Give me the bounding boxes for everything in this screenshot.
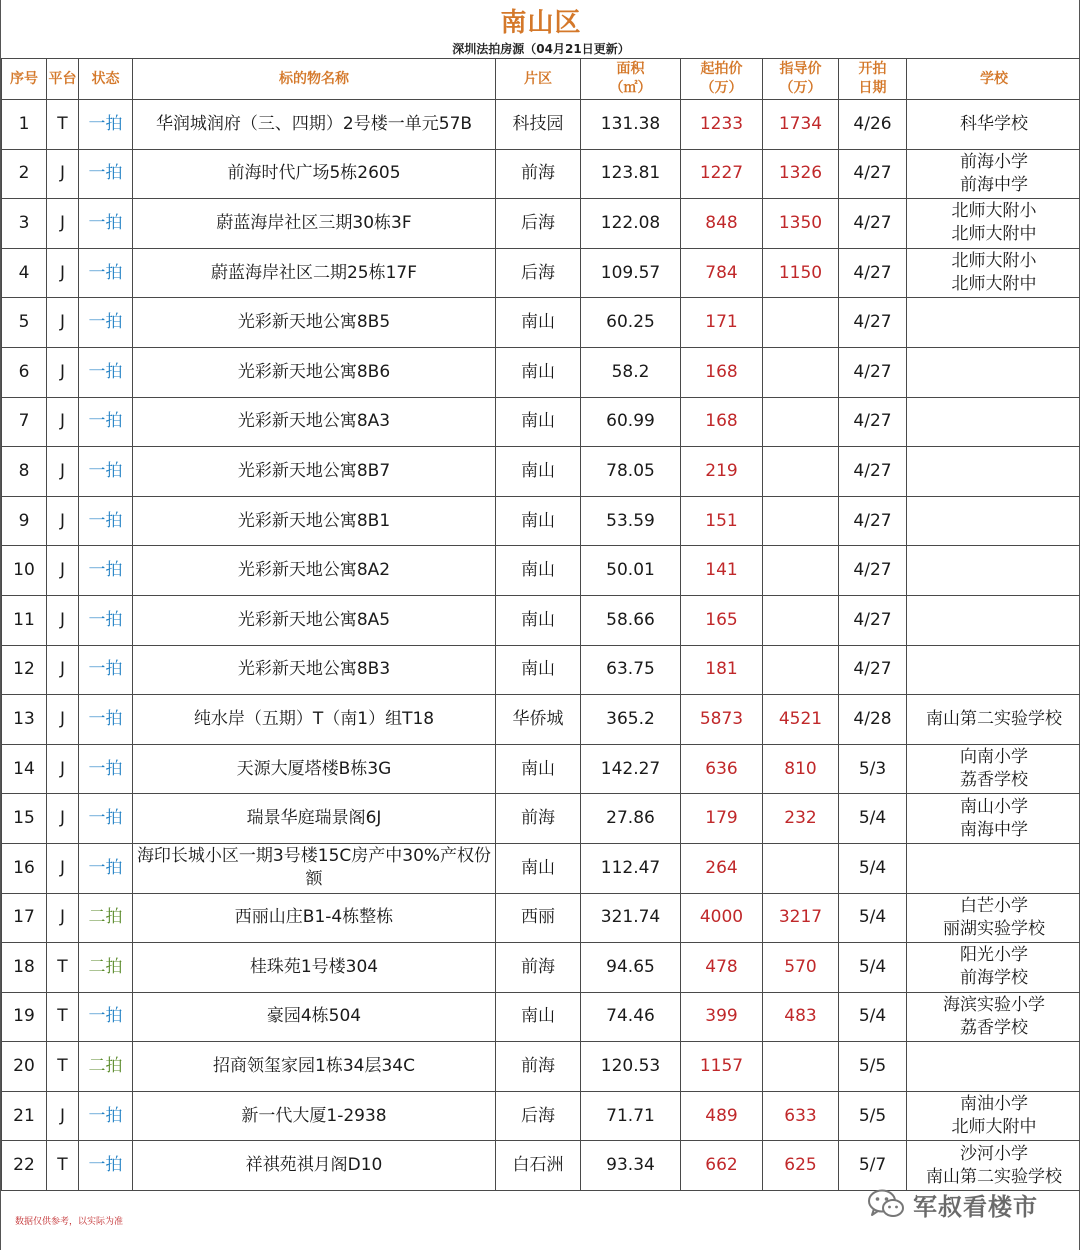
cell-zone: 后海 — [496, 1091, 581, 1141]
cell-no: 8 — [2, 447, 47, 497]
header-start-price — [681, 59, 763, 100]
cell-name: 桂珠苑1号楼304 — [133, 943, 496, 993]
cell-guide-price — [763, 496, 839, 546]
cell-name: 新一代大厦1-2938 — [133, 1091, 496, 1141]
cell-name: 蔚蓝海岸社区三期30栋3F — [133, 199, 496, 249]
cell-platform: J — [47, 199, 79, 249]
cell-guide-price: 810 — [763, 744, 839, 794]
cell-date: 5/4 — [839, 943, 907, 993]
header-platform: 平台 — [47, 59, 79, 100]
cell-zone: 南山 — [496, 595, 581, 645]
cell-no: 17 — [2, 893, 47, 943]
cell-status: 一拍 — [79, 199, 133, 249]
cell-name: 招商领玺家园1栋34层34C — [133, 1042, 496, 1092]
table-row — [2, 893, 1080, 943]
cell-size: 93.34 — [581, 1141, 681, 1191]
cell-guide-price: 232 — [763, 794, 839, 844]
footnote: 数据仅供参考，以实际为准 — [15, 1217, 124, 1227]
cell-name: 纯水岸（五期）T（南1）组T18 — [133, 695, 496, 745]
cell-date: 4/27 — [839, 496, 907, 546]
cell-status: 一拍 — [79, 546, 133, 596]
cell-platform: T — [47, 100, 79, 150]
cell-name: 西丽山庄B1-4栋整栋 — [133, 893, 496, 943]
cell-no: 22 — [2, 1141, 47, 1191]
cell-platform: T — [47, 992, 79, 1042]
school-line-1: 北师大附小 — [951, 251, 1037, 272]
school-line-1: 海滨实验小学 — [943, 994, 1045, 1015]
cell-platform: T — [47, 1141, 79, 1191]
table-row — [2, 992, 1080, 1042]
header-start-line2: （万） — [700, 80, 743, 96]
cell-status: 一拍 — [79, 595, 133, 645]
cell-zone: 前海 — [496, 1042, 581, 1092]
cell-date: 4/27 — [839, 447, 907, 497]
cell-start-price: 181 — [681, 645, 763, 695]
cell-school — [907, 298, 1080, 348]
header-name: 标的物名称 — [133, 59, 496, 100]
cell-status: 一拍 — [79, 744, 133, 794]
cell-start-price: 5873 — [681, 695, 763, 745]
cell-size: 112.47 — [581, 843, 681, 893]
table-row — [2, 1091, 1080, 1141]
cell-guide-price — [763, 447, 839, 497]
cell-date: 4/27 — [839, 397, 907, 447]
school-line-2: 南海中学 — [960, 819, 1028, 840]
cell-school — [907, 744, 1080, 794]
cell-start-price: 478 — [681, 943, 763, 993]
cell-size: 50.01 — [581, 546, 681, 596]
cell-school — [907, 1141, 1080, 1191]
cell-status: 二拍 — [79, 893, 133, 943]
cell-guide-price — [763, 595, 839, 645]
cell-platform: T — [47, 943, 79, 993]
listing-table — [1, 58, 1080, 1191]
cell-zone: 南山 — [496, 744, 581, 794]
cell-start-price: 399 — [681, 992, 763, 1042]
header-date-line1: 开拍 — [858, 61, 887, 77]
cell-start-price: 141 — [681, 546, 763, 596]
cell-guide-price: 633 — [763, 1091, 839, 1141]
cell-zone: 前海 — [496, 149, 581, 199]
cell-guide-price: 625 — [763, 1141, 839, 1191]
cell-school — [907, 843, 1080, 893]
table-row — [2, 199, 1080, 249]
cell-zone: 南山 — [496, 645, 581, 695]
cell-no: 3 — [2, 199, 47, 249]
cell-guide-price — [763, 546, 839, 596]
cell-status: 一拍 — [79, 1091, 133, 1141]
cell-school — [907, 992, 1080, 1042]
cell-start-price: 264 — [681, 843, 763, 893]
watermark — [867, 1186, 1038, 1222]
cell-start-price: 1233 — [681, 100, 763, 150]
cell-date: 4/27 — [839, 347, 907, 397]
table-body — [2, 100, 1080, 1191]
cell-guide-price — [763, 347, 839, 397]
cell-date: 4/26 — [839, 100, 907, 150]
cell-zone: 南山 — [496, 992, 581, 1042]
cell-status: 一拍 — [79, 347, 133, 397]
cell-name: 蔚蓝海岸社区二期25栋17F — [133, 248, 496, 298]
school-line-1: 向南小学 — [960, 747, 1028, 768]
cell-status: 一拍 — [79, 397, 133, 447]
cell-guide-price: 483 — [763, 992, 839, 1042]
cell-date: 5/4 — [839, 992, 907, 1042]
cell-name: 光彩新天地公寓8B5 — [133, 298, 496, 348]
header-date — [839, 59, 907, 100]
cell-start-price: 1227 — [681, 149, 763, 199]
header-date-line2: 日期 — [858, 80, 887, 96]
cell-no: 13 — [2, 695, 47, 745]
cell-size: 53.59 — [581, 496, 681, 546]
cell-start-price: 168 — [681, 347, 763, 397]
cell-start-price: 219 — [681, 447, 763, 497]
table-row — [2, 496, 1080, 546]
cell-school — [907, 199, 1080, 249]
school-line-2: 荔香学校 — [960, 770, 1028, 791]
cell-school — [907, 149, 1080, 199]
cell-size: 58.2 — [581, 347, 681, 397]
cell-status: 一拍 — [79, 992, 133, 1042]
cell-start-price: 168 — [681, 397, 763, 447]
cell-status: 一拍 — [79, 843, 133, 893]
cell-size: 60.99 — [581, 397, 681, 447]
cell-status: 一拍 — [79, 794, 133, 844]
table-row — [2, 298, 1080, 348]
cell-zone: 后海 — [496, 199, 581, 249]
cell-name: 祥祺苑祺月阁D10 — [133, 1141, 496, 1191]
cell-school — [907, 695, 1080, 745]
cell-school — [907, 100, 1080, 150]
cell-guide-price: 3217 — [763, 893, 839, 943]
cell-school — [907, 645, 1080, 695]
cell-guide-price: 1734 — [763, 100, 839, 150]
cell-zone: 科技园 — [496, 100, 581, 150]
header-size-line1: 面积 — [616, 61, 645, 77]
cell-guide-price — [763, 298, 839, 348]
school-line-2: 荔香学校 — [960, 1017, 1028, 1038]
cell-no: 10 — [2, 546, 47, 596]
cell-start-price: 171 — [681, 298, 763, 348]
table-row — [2, 843, 1080, 893]
cell-size: 58.66 — [581, 595, 681, 645]
cell-size: 94.65 — [581, 943, 681, 993]
cell-platform: J — [47, 695, 79, 745]
cell-status: 一拍 — [79, 1141, 133, 1191]
cell-zone: 白石洲 — [496, 1141, 581, 1191]
cell-size: 123.81 — [581, 149, 681, 199]
cell-date: 4/27 — [839, 248, 907, 298]
cell-no: 5 — [2, 298, 47, 348]
cell-status: 一拍 — [79, 149, 133, 199]
cell-status: 二拍 — [79, 943, 133, 993]
cell-platform: J — [47, 744, 79, 794]
cell-start-price: 848 — [681, 199, 763, 249]
cell-date: 4/27 — [839, 149, 907, 199]
cell-start-price: 179 — [681, 794, 763, 844]
table-row — [2, 347, 1080, 397]
table-row — [2, 1042, 1080, 1092]
cell-school — [907, 1091, 1080, 1141]
cell-date: 4/27 — [839, 595, 907, 645]
cell-platform: J — [47, 645, 79, 695]
cell-no: 12 — [2, 645, 47, 695]
cell-size: 122.08 — [581, 199, 681, 249]
cell-start-price: 784 — [681, 248, 763, 298]
cell-school — [907, 447, 1080, 497]
cell-platform: J — [47, 843, 79, 893]
watermark-text: 军叔看楼市 — [913, 1192, 1038, 1221]
cell-school — [907, 794, 1080, 844]
cell-status: 一拍 — [79, 248, 133, 298]
cell-zone: 南山 — [496, 447, 581, 497]
cell-status: 一拍 — [79, 447, 133, 497]
cell-name: 光彩新天地公寓8B7 — [133, 447, 496, 497]
cell-date: 5/7 — [839, 1141, 907, 1191]
cell-date: 4/27 — [839, 645, 907, 695]
cell-school — [907, 248, 1080, 298]
cell-guide-price — [763, 843, 839, 893]
cell-no: 20 — [2, 1042, 47, 1092]
cell-date: 4/27 — [839, 546, 907, 596]
cell-name: 前海时代广场5栋2605 — [133, 149, 496, 199]
cell-date: 5/4 — [839, 893, 907, 943]
cell-name: 海印长城小区一期3号楼15C房产中30%产权份额 — [133, 843, 496, 893]
table-row — [2, 744, 1080, 794]
cell-start-price: 1157 — [681, 1042, 763, 1092]
table-row — [2, 149, 1080, 199]
cell-name: 光彩新天地公寓8B3 — [133, 645, 496, 695]
cell-no: 21 — [2, 1091, 47, 1141]
cell-platform: J — [47, 794, 79, 844]
school-line-1: 白芒小学 — [960, 895, 1028, 916]
table-row — [2, 397, 1080, 447]
header-no: 序号 — [2, 59, 47, 100]
header-school: 学校 — [907, 59, 1080, 100]
cell-guide-price: 570 — [763, 943, 839, 993]
cell-name: 光彩新天地公寓8A3 — [133, 397, 496, 447]
school-line-2: 南山第二实验学校 — [926, 1166, 1062, 1187]
cell-school — [907, 496, 1080, 546]
cell-start-price: 165 — [681, 595, 763, 645]
cell-name: 光彩新天地公寓8B1 — [133, 496, 496, 546]
cell-no: 15 — [2, 794, 47, 844]
school-line-2: 北师大附中 — [951, 1117, 1037, 1138]
page-subtitle: 深圳法拍房源（04月21日更新） — [452, 42, 630, 56]
table-row — [2, 100, 1080, 150]
cell-date: 5/4 — [839, 843, 907, 893]
cell-guide-price: 4521 — [763, 695, 839, 745]
cell-school — [907, 347, 1080, 397]
table-row — [2, 695, 1080, 745]
cell-platform: J — [47, 1091, 79, 1141]
cell-name: 光彩新天地公寓8B6 — [133, 347, 496, 397]
cell-name: 瑞景华庭瑞景阁6J — [133, 794, 496, 844]
cell-zone: 后海 — [496, 248, 581, 298]
school-line-2: 北师大附中 — [951, 224, 1037, 245]
cell-no: 18 — [2, 943, 47, 993]
cell-date: 5/5 — [839, 1091, 907, 1141]
cell-date: 4/28 — [839, 695, 907, 745]
cell-status: 一拍 — [79, 100, 133, 150]
cell-size: 131.38 — [581, 100, 681, 150]
school-line-1: 沙河小学 — [960, 1143, 1028, 1164]
header-status: 状态 — [79, 59, 133, 100]
cell-platform: J — [47, 893, 79, 943]
header-start-line1: 起拍价 — [700, 61, 743, 77]
table-row — [2, 645, 1080, 695]
cell-name: 光彩新天地公寓8A5 — [133, 595, 496, 645]
cell-date: 5/3 — [839, 744, 907, 794]
school-line-1: 南山小学 — [960, 796, 1028, 817]
school-line-1: 北师大附小 — [951, 201, 1037, 222]
cell-school — [907, 546, 1080, 596]
table-row — [2, 447, 1080, 497]
school-line-1: 前海小学 — [960, 151, 1028, 172]
cell-size: 71.71 — [581, 1091, 681, 1141]
cell-guide-price — [763, 1042, 839, 1092]
table-row — [2, 943, 1080, 993]
school-line-1: 阳光小学 — [960, 945, 1028, 966]
cell-size: 74.46 — [581, 992, 681, 1042]
cell-guide-price: 1326 — [763, 149, 839, 199]
header-zone: 片区 — [496, 59, 581, 100]
cell-size: 365.2 — [581, 695, 681, 745]
cell-date: 4/27 — [839, 199, 907, 249]
cell-zone: 华侨城 — [496, 695, 581, 745]
cell-school — [907, 893, 1080, 943]
header-guide-line2: （万） — [779, 80, 822, 96]
cell-start-price: 489 — [681, 1091, 763, 1141]
cell-platform: J — [47, 595, 79, 645]
cell-name: 豪园4栋504 — [133, 992, 496, 1042]
cell-date: 5/5 — [839, 1042, 907, 1092]
cell-size: 78.05 — [581, 447, 681, 497]
page-title: 南山区 — [500, 8, 582, 38]
school-line-2: 北师大附中 — [951, 274, 1037, 295]
cell-date: 4/27 — [839, 298, 907, 348]
cell-platform: J — [47, 397, 79, 447]
cell-status: 一拍 — [79, 695, 133, 745]
cell-zone: 南山 — [496, 298, 581, 348]
cell-guide-price — [763, 397, 839, 447]
cell-name: 华润城润府（三、四期）2号楼一单元57B — [133, 100, 496, 150]
cell-no: 14 — [2, 744, 47, 794]
cell-name: 光彩新天地公寓8A2 — [133, 546, 496, 596]
cell-zone: 南山 — [496, 546, 581, 596]
cell-zone: 前海 — [496, 794, 581, 844]
cell-no: 6 — [2, 347, 47, 397]
cell-platform: J — [47, 298, 79, 348]
cell-no: 11 — [2, 595, 47, 645]
cell-school — [907, 943, 1080, 993]
school-line-1: 南油小学 — [960, 1094, 1028, 1115]
cell-start-price: 151 — [681, 496, 763, 546]
cell-no: 2 — [2, 149, 47, 199]
school-line-2: 前海中学 — [960, 174, 1028, 195]
cell-school — [907, 595, 1080, 645]
cell-status: 二拍 — [79, 1042, 133, 1092]
cell-no: 9 — [2, 496, 47, 546]
cell-guide-price: 1350 — [763, 199, 839, 249]
cell-zone: 前海 — [496, 943, 581, 993]
table-row — [2, 794, 1080, 844]
cell-status: 一拍 — [79, 298, 133, 348]
cell-platform: J — [47, 546, 79, 596]
header-guide-line1: 指导价 — [779, 61, 822, 77]
cell-platform: J — [47, 149, 79, 199]
cell-size: 142.27 — [581, 744, 681, 794]
cell-start-price: 636 — [681, 744, 763, 794]
table-row — [2, 595, 1080, 645]
cell-platform: J — [47, 496, 79, 546]
table-row — [2, 546, 1080, 596]
school-line-1: 科华学校 — [960, 113, 1028, 134]
wechat-icon — [867, 1189, 905, 1219]
cell-start-price: 662 — [681, 1141, 763, 1191]
cell-size: 120.53 — [581, 1042, 681, 1092]
cell-school — [907, 1042, 1080, 1092]
cell-school — [907, 397, 1080, 447]
cell-zone: 南山 — [496, 347, 581, 397]
cell-guide-price — [763, 645, 839, 695]
table-header-row — [2, 59, 1080, 100]
cell-platform: J — [47, 347, 79, 397]
cell-size: 63.75 — [581, 645, 681, 695]
cell-status: 一拍 — [79, 645, 133, 695]
header-guide-price — [763, 59, 839, 100]
cell-zone: 南山 — [496, 496, 581, 546]
cell-name: 天源大厦塔楼B栋3G — [133, 744, 496, 794]
school-line-2: 丽湖实验学校 — [943, 918, 1045, 939]
cell-size: 27.86 — [581, 794, 681, 844]
cell-start-price: 4000 — [681, 893, 763, 943]
cell-zone: 南山 — [496, 397, 581, 447]
cell-status: 一拍 — [79, 496, 133, 546]
header-size-line2: （㎡） — [609, 80, 652, 96]
cell-zone: 西丽 — [496, 893, 581, 943]
cell-date: 5/4 — [839, 794, 907, 844]
cell-no: 7 — [2, 397, 47, 447]
cell-no: 19 — [2, 992, 47, 1042]
cell-size: 109.57 — [581, 248, 681, 298]
cell-platform: J — [47, 447, 79, 497]
table-row — [2, 248, 1080, 298]
cell-no: 16 — [2, 843, 47, 893]
cell-zone: 南山 — [496, 843, 581, 893]
header-size — [581, 59, 681, 100]
cell-guide-price: 1150 — [763, 248, 839, 298]
cell-size: 60.25 — [581, 298, 681, 348]
school-line-2: 前海学校 — [960, 968, 1028, 989]
cell-platform: T — [47, 1042, 79, 1092]
school-line-1: 南山第二实验学校 — [926, 708, 1062, 729]
cell-platform: J — [47, 248, 79, 298]
cell-size: 321.74 — [581, 893, 681, 943]
cell-no: 4 — [2, 248, 47, 298]
cell-no: 1 — [2, 100, 47, 150]
table-row — [2, 1141, 1080, 1191]
